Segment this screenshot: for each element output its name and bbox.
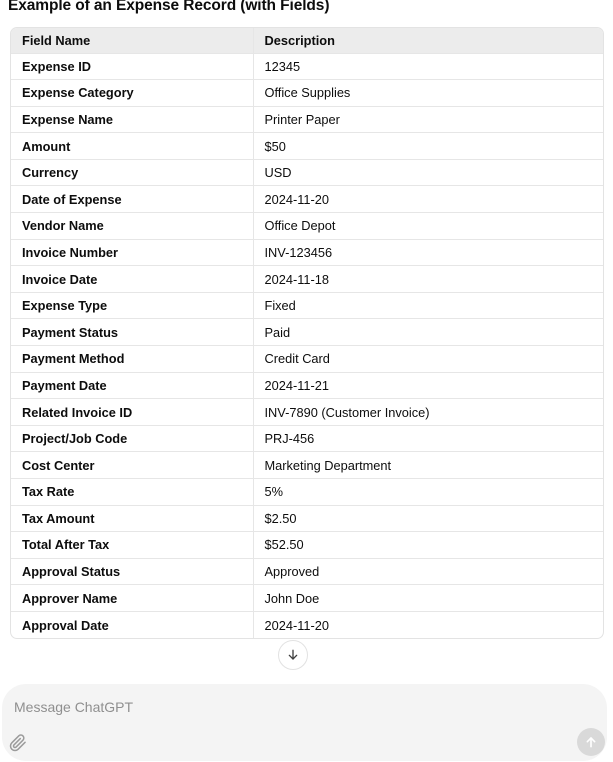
description-cell: 2024-11-20 [253,611,603,638]
field-name-cell: Approval Date [11,611,253,638]
description-cell: Fixed [253,292,603,319]
field-name-cell: Amount [11,133,253,160]
table-row [11,80,603,107]
description-cell: 2024-11-21 [253,372,603,399]
table-row [11,239,603,266]
field-name-cell: Currency [11,159,253,186]
description-cell: INV-123456 [253,239,603,266]
message-input-placeholder: Message ChatGPT [14,699,134,715]
table-row [11,346,603,373]
table-header-row [11,28,603,53]
table-row [11,372,603,399]
table-row [11,452,603,479]
column-header-field-name: Field Name [11,28,253,53]
field-name-cell: Invoice Date [11,266,253,293]
column-header-description: Description [253,28,603,53]
field-name-cell: Total After Tax [11,532,253,559]
table-row [11,133,603,160]
message-input[interactable] [2,684,607,761]
description-cell: Printer Paper [253,106,603,133]
table-row [11,479,603,506]
field-name-cell: Date of Expense [11,186,253,213]
send-message-button[interactable] [577,728,605,756]
table-row [11,399,603,426]
description-cell: Office Depot [253,213,603,240]
table-row [11,558,603,585]
description-cell: Office Supplies [253,80,603,107]
table-row [11,505,603,532]
table-row [11,292,603,319]
description-cell: Approved [253,558,603,585]
table-row [11,266,603,293]
arrow-up-icon [583,734,599,750]
description-cell: INV-7890 (Customer Invoice) [253,399,603,426]
description-cell: Credit Card [253,346,603,373]
table-row [11,53,603,80]
field-name-cell: Payment Method [11,346,253,373]
table-row [11,106,603,133]
attach-file-button[interactable] [8,733,28,753]
field-name-cell: Approver Name [11,585,253,612]
description-cell: John Doe [253,585,603,612]
field-name-cell: Approval Status [11,558,253,585]
description-cell: $50 [253,133,603,160]
table-row [11,159,603,186]
field-name-cell: Cost Center [11,452,253,479]
description-cell: 5% [253,479,603,506]
expense-record-table [10,27,604,639]
description-cell: $52.50 [253,532,603,559]
field-name-cell: Invoice Number [11,239,253,266]
table-row [11,585,603,612]
field-name-cell: Expense Name [11,106,253,133]
field-name-cell: Expense Type [11,292,253,319]
paperclip-icon [9,734,27,752]
table-row [11,186,603,213]
field-name-cell: Payment Status [11,319,253,346]
field-name-cell: Expense Category [11,80,253,107]
description-cell: 12345 [253,53,603,80]
field-name-cell: Vendor Name [11,213,253,240]
table-row [11,319,603,346]
arrow-down-icon [285,647,301,663]
description-cell: PRJ-456 [253,425,603,452]
scroll-to-bottom-button[interactable] [278,640,308,670]
description-cell: Marketing Department [253,452,603,479]
description-cell: 2024-11-18 [253,266,603,293]
field-name-cell: Tax Rate [11,479,253,506]
table-row [11,611,603,638]
description-cell: USD [253,159,603,186]
description-cell: Paid [253,319,603,346]
field-name-cell: Tax Amount [11,505,253,532]
description-cell: 2024-11-20 [253,186,603,213]
table-row [11,213,603,240]
table-row [11,532,603,559]
field-name-cell: Related Invoice ID [11,399,253,426]
field-name-cell: Project/Job Code [11,425,253,452]
description-cell: $2.50 [253,505,603,532]
field-name-cell: Payment Date [11,372,253,399]
field-name-cell: Expense ID [11,53,253,80]
page-title: Example of an Expense Record (with Fields) [8,0,330,14]
table-row [11,425,603,452]
